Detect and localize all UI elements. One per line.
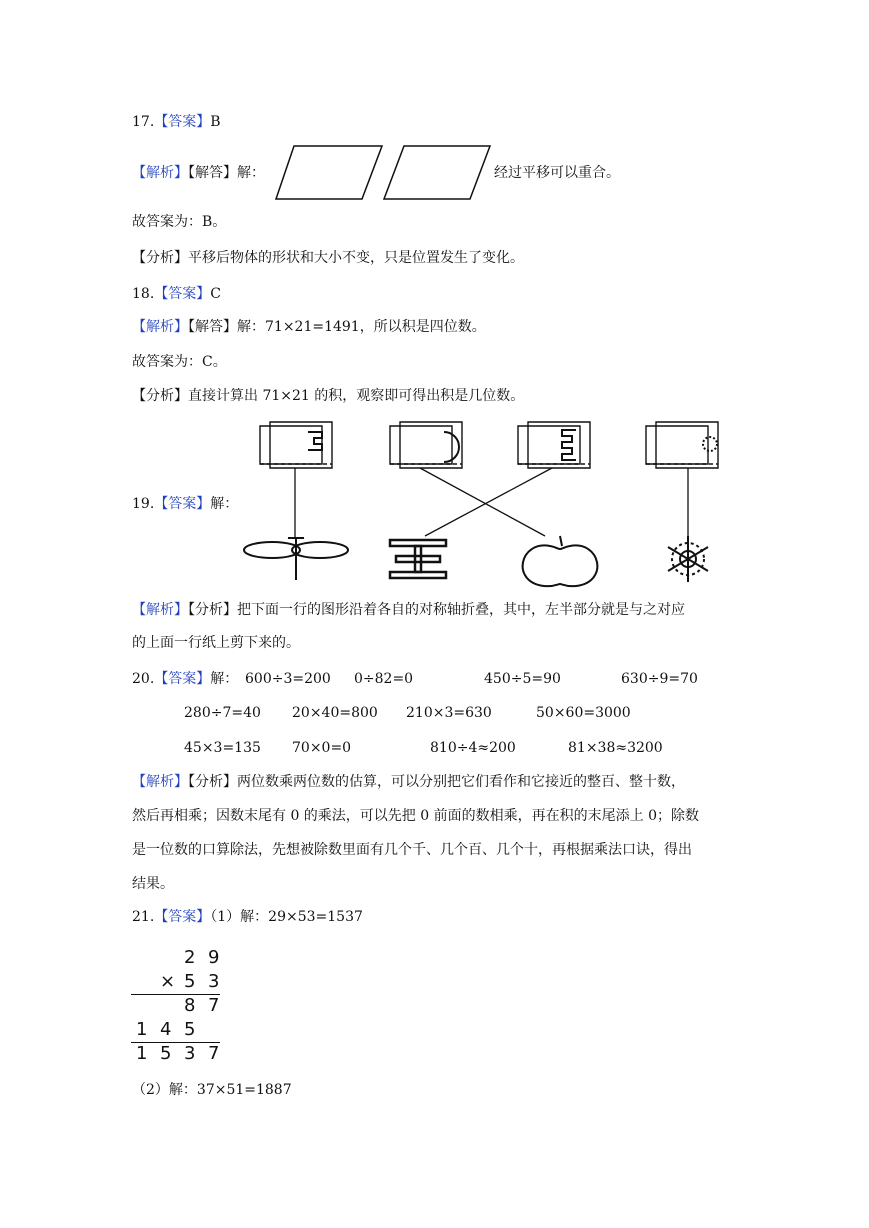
q20-r2c3: 210×3=630 xyxy=(406,705,492,721)
q20-r2c4: 50×60=3000 xyxy=(536,705,631,721)
solution-tag: 【解答】 xyxy=(188,165,237,181)
q20-analysis-line-4: 结果。 xyxy=(132,876,174,892)
digit: 1 xyxy=(136,1019,148,1040)
pumpkin-shape xyxy=(523,536,598,586)
q20-r2c1: 280÷7=40 xyxy=(184,705,261,721)
explain-tag: 【解析】 xyxy=(132,602,188,618)
q20-r2c2: 20×40=800 xyxy=(292,705,378,721)
q18-analysis-line: 【分析】直接计算出 71×21 的积，观察即可得出积是几位数。 xyxy=(132,388,525,404)
folded-paper-4 xyxy=(646,422,718,468)
digit: 5 xyxy=(160,1043,172,1064)
digit: 1 xyxy=(136,1043,148,1064)
answer-tag: 【答案】 xyxy=(154,909,211,925)
q20-analysis-line-1: 【解析】【分析】两位数乘两位数的估算，可以分别把它们看作和它接近的整百、整十数， xyxy=(132,774,685,790)
q20-r1c2: 0÷82=0 xyxy=(354,671,414,687)
digit: 3 xyxy=(184,1043,196,1064)
answer-tag: 【答案】 xyxy=(154,114,211,130)
q18-final: 故答案为：C。 xyxy=(132,354,227,370)
q20-analysis-line-2: 然后再相乘；因数末尾有 0 的乘法，可以先把 0 前面的数相乘，再在积的末尾添上 0；除数 xyxy=(132,808,699,824)
folded-paper-3 xyxy=(518,422,590,468)
q18-explain-line: 【解析】【解答】解：71×21=1491，所以积是四位数。 xyxy=(132,319,486,335)
q20-r3c2: 70×0=0 xyxy=(292,740,352,756)
explain-tag: 【解析】 xyxy=(132,319,188,335)
q18-answer-line: 18.【答案】C xyxy=(132,286,221,302)
digit: 5 xyxy=(184,1019,196,1040)
digit: 9 xyxy=(208,947,220,968)
matching-lines xyxy=(295,468,688,538)
folded-paper-1 xyxy=(260,422,332,468)
q20-answer-line: 20.【答案】解： xyxy=(132,671,239,687)
parallelogram-right xyxy=(384,146,490,199)
q19-analysis-line-1: 【解析】【分析】把下面一行的图形沿着各自的对称轴折叠，其中，左半部分就是与之对应 xyxy=(132,602,685,618)
times-sign: × xyxy=(160,971,176,992)
solution-tag: 【解答】 xyxy=(188,319,237,335)
digit: 8 xyxy=(184,995,196,1016)
digit: 7 xyxy=(208,1043,220,1064)
q20-r1c1: 600÷3=200 xyxy=(245,671,331,687)
q20-r3c4: 81×38≈3200 xyxy=(568,740,663,756)
parallelogram-figures xyxy=(270,143,500,203)
q17-explain-line: 【解析】【解答】解： xyxy=(132,165,265,181)
answer-tag: 【答案】 xyxy=(154,671,211,687)
digit: 4 xyxy=(160,1019,172,1040)
answer-tag: 【答案】 xyxy=(154,286,211,302)
q17-explain-after: 经过平移可以重合。 xyxy=(494,165,620,181)
analysis-tag: 【分析】 xyxy=(188,774,237,790)
q20-analysis-line-3: 是一位数的口算除法，先想被除数里面有几个千、几个百、几个十，再根据乘法口诀，得出 xyxy=(132,842,692,858)
folded-paper-2 xyxy=(390,422,462,468)
q19-answer-line: 19.【答案】解： xyxy=(132,496,239,512)
explain-tag: 【解析】 xyxy=(132,774,188,790)
dragonfly-shape xyxy=(244,538,348,580)
snowflake-shape xyxy=(668,536,708,582)
q17-answer-line: 17.【答案】B xyxy=(132,114,221,130)
q20-r3c3: 810÷4≈200 xyxy=(430,740,516,756)
q21-answer-line: 21.【答案】（1）解：29×53=1537 xyxy=(132,909,363,925)
q20-r1c4: 630÷9=70 xyxy=(621,671,698,687)
q19-analysis-line-2: 的上面一行纸上剪下来的。 xyxy=(132,635,300,651)
answer-tag: 【答案】 xyxy=(154,496,211,512)
wang-character-shape xyxy=(390,540,446,578)
q21-part2: （2）解：37×51=1887 xyxy=(132,1082,292,1098)
q17-analysis-line: 【分析】平移后物体的形状和大小不变，只是位置发生了变化。 xyxy=(132,250,524,266)
digit: 3 xyxy=(208,971,220,992)
q20-r1c3: 450÷5=90 xyxy=(484,671,561,687)
digit: 5 xyxy=(184,971,196,992)
vertical-rule-1 xyxy=(131,994,220,995)
analysis-tag: 【分析】 xyxy=(132,250,188,266)
q20-r3c1: 45×3=135 xyxy=(184,740,261,756)
q17-final: 故答案为：B。 xyxy=(132,214,227,230)
analysis-tag: 【分析】 xyxy=(188,602,237,618)
digit: 7 xyxy=(208,995,220,1016)
explain-tag: 【解析】 xyxy=(132,165,188,181)
digit: 2 xyxy=(184,947,196,968)
analysis-tag: 【分析】 xyxy=(132,388,188,404)
paper-cut-matching-figure xyxy=(240,418,740,588)
parallelogram-left xyxy=(276,146,382,199)
